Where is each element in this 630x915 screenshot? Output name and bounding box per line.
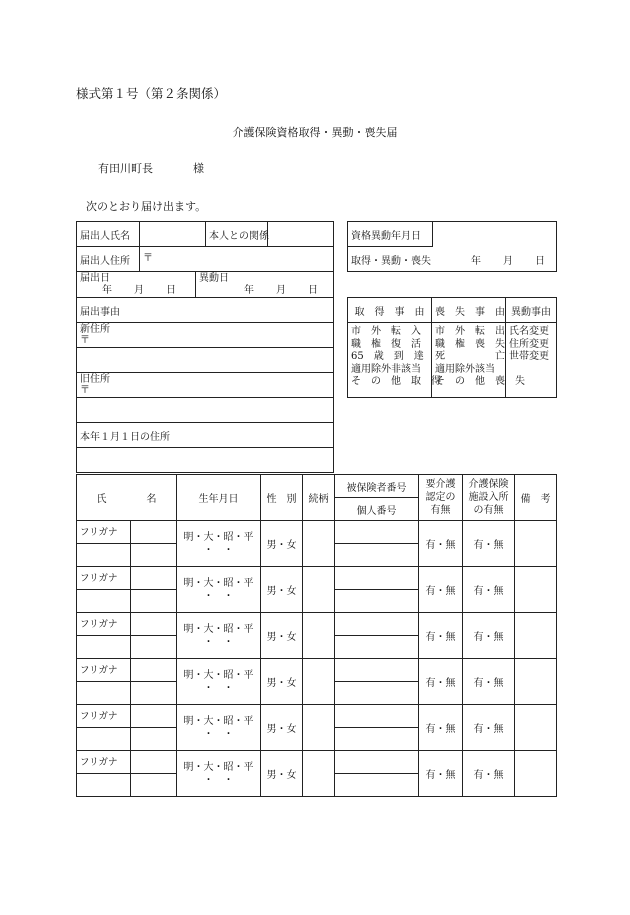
person-row [77,705,557,728]
facility-cell[interactable]: 有・無 [463,751,515,797]
relation-cell[interactable] [303,521,335,567]
remarks-cell[interactable] [515,521,557,567]
header-insured-no: 被保険者番号 [335,475,419,498]
birth-cell[interactable]: 明・大・昭・平 ・ ・ [177,613,261,659]
person-row [77,567,557,590]
jan1-address-label: 本年１月１日の住所 [77,423,334,448]
facility-cell[interactable]: 有・無 [463,705,515,751]
remarks-cell[interactable] [515,613,557,659]
name-field-2[interactable] [131,636,177,659]
care-cert-cell[interactable]: 有・無 [419,751,463,797]
remarks-cell[interactable] [515,567,557,613]
header-facility: 介護保険 施設入所 の有無 [463,475,515,521]
filing-date-label: 届出日 [80,273,110,284]
header-remarks: 備 考 [515,475,557,521]
name-field[interactable] [77,774,131,797]
furigana-field[interactable] [131,613,177,636]
new-address-field[interactable] [77,348,334,373]
birth-cell[interactable]: 明・大・昭・平 ・ ・ [177,521,261,567]
insured-no-field[interactable] [335,567,419,590]
care-cert-cell[interactable]: 有・無 [419,659,463,705]
person-row [77,613,557,636]
sex-cell[interactable]: 男・女 [261,751,303,797]
relation-cell[interactable] [303,567,335,613]
filing-date-cell[interactable]: 届出日 年 月 日 [77,272,196,298]
facility-cell[interactable]: 有・無 [463,567,515,613]
sex-cell[interactable]: 男・女 [261,613,303,659]
birth-cell[interactable]: 明・大・昭・平 ・ ・ [177,751,261,797]
name-field-2[interactable] [131,544,177,567]
remarks-cell[interactable] [515,751,557,797]
relation-label: 本人との関係 [206,222,268,247]
care-cert-cell[interactable]: 有・無 [419,613,463,659]
change-header: 異動事由 [506,298,557,323]
personal-no-field[interactable] [335,636,419,659]
applicant-name-field[interactable] [140,222,206,247]
name-field[interactable] [77,728,131,751]
sex-cell[interactable]: 男・女 [261,705,303,751]
person-row [77,751,557,774]
furigana-field[interactable] [131,659,177,682]
name-field[interactable] [77,636,131,659]
insured-no-field[interactable] [335,521,419,544]
acquire-reasons[interactable]: 市 外 転 入 職 権 復 活 65 歳 到 達 適用除外非該当 そ の 他 取 得 [348,323,432,398]
applicant-address-label: 届出人住所 [77,247,140,272]
name-field-2[interactable] [131,728,177,751]
personal-no-field[interactable] [335,728,419,751]
name-field[interactable] [77,590,131,613]
addressee [98,160,204,176]
applicant-table [76,221,334,473]
header-sex: 性 別 [261,475,303,521]
facility-cell[interactable]: 有・無 [463,521,515,567]
person-table [76,474,557,797]
relation-field[interactable] [268,222,334,247]
qualification-date-row[interactable]: 取得・異動・喪失 年 月 日 [348,247,557,272]
remarks-cell[interactable] [515,705,557,751]
birth-cell[interactable]: 明・大・昭・平 ・ ・ [177,567,261,613]
qualification-types: 取得・異動・喪失 [351,255,431,267]
furigana-label: フリガナ [77,751,131,774]
header-name: 氏 名 [77,475,177,521]
relation-cell[interactable] [303,659,335,705]
facility-cell[interactable]: 有・無 [463,613,515,659]
jan1-address-field[interactable] [77,448,334,473]
name-field-2[interactable] [131,590,177,613]
new-address-cell[interactable]: 新住所 〒 [77,323,334,348]
applicant-name-label: 届出人氏名 [77,222,140,247]
change-date-label: 異動日 [199,273,229,284]
insured-no-field[interactable] [335,751,419,774]
name-field-2[interactable] [131,682,177,705]
name-field[interactable] [77,544,131,567]
insured-no-field[interactable] [335,613,419,636]
personal-no-field[interactable] [335,682,419,705]
furigana-field[interactable] [131,751,177,774]
remarks-cell[interactable] [515,659,557,705]
furigana-field[interactable] [131,521,177,544]
furigana-field[interactable] [131,567,177,590]
personal-no-field[interactable] [335,590,419,613]
addressee-honorific: 様 [193,162,204,175]
sex-cell[interactable]: 男・女 [261,521,303,567]
qualification-change-date-label: 資格異動年月日 [348,222,433,247]
birth-cell[interactable]: 明・大・昭・平 ・ ・ [177,659,261,705]
care-cert-cell[interactable]: 有・無 [419,567,463,613]
sex-cell[interactable]: 男・女 [261,659,303,705]
relation-cell[interactable] [303,705,335,751]
document-title: 介護保険資格取得・異動・喪失届 [232,126,398,139]
header-relation: 続柄 [303,475,335,521]
personal-no-field[interactable] [335,774,419,797]
old-address-cell[interactable]: 旧住所 〒 [77,373,334,398]
lose-header: 喪 失 事 由 [432,298,506,323]
relation-cell[interactable] [303,613,335,659]
old-address-field[interactable] [77,398,334,423]
header-birth: 生年月日 [177,475,261,521]
header-care-cert: 要介護 認定の 有無 [419,475,463,521]
new-address-label: 新住所 [80,324,110,335]
insured-no-field[interactable] [335,659,419,682]
care-cert-cell[interactable]: 有・無 [419,521,463,567]
qualification-date-table [347,221,557,272]
lead-text: 次のとおり届け出ます。 [86,200,207,213]
person-row [77,521,557,544]
furigana-label: フリガナ [77,613,131,636]
acquire-header: 取 得 事 由 [348,298,432,323]
facility-cell[interactable]: 有・無 [463,659,515,705]
personal-no-field[interactable] [335,544,419,567]
furigana-label: フリガナ [77,567,131,590]
birth-cell[interactable]: 明・大・昭・平 ・ ・ [177,705,261,751]
addressee-name: 有田川町長 [98,162,153,175]
furigana-label: フリガナ [77,521,131,544]
reason-label: 届出事由 [77,298,334,323]
applicant-address-field[interactable] [140,247,334,272]
sex-cell[interactable]: 男・女 [261,567,303,613]
change-date-cell[interactable]: 異動日 年 月 日 [196,272,334,298]
change-reasons[interactable]: 氏名変更 住所変更 世帯変更 [506,323,557,398]
furigana-field[interactable] [131,705,177,728]
header-personal-no: 個人番号 [335,498,419,521]
furigana-label: フリガナ [77,659,131,682]
name-field[interactable] [77,682,131,705]
name-field-2[interactable] [131,774,177,797]
form-label: 様式第１号（第２条関係） [76,86,227,101]
furigana-label: フリガナ [77,705,131,728]
person-row [77,659,557,682]
reasons-table [347,297,557,398]
relation-cell[interactable] [303,751,335,797]
old-address-label: 旧住所 [80,374,110,385]
lose-reasons[interactable]: 市 外 転 出 職 権 喪 失 死 亡 適用除外該当 そ の 他 喪 失 [432,323,506,398]
insured-no-field[interactable] [335,705,419,728]
postal-mark: 〒 [143,253,153,264]
care-cert-cell[interactable]: 有・無 [419,705,463,751]
